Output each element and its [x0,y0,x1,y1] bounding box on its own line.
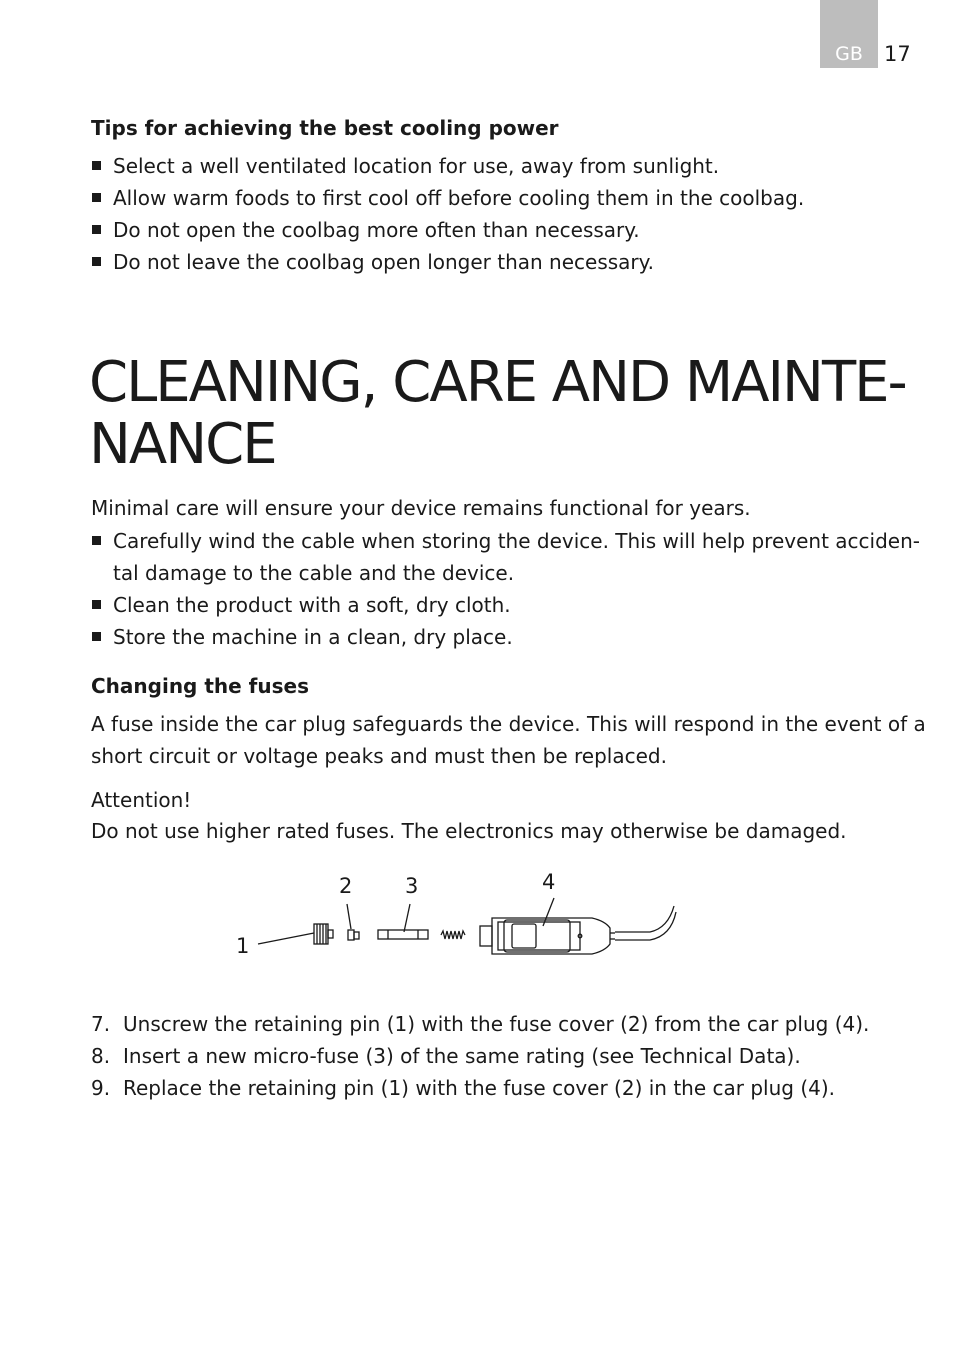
label-fuse-cover: 2 [339,874,353,898]
page-number: 17 [884,42,911,66]
list-item [91,1040,869,1072]
section-title-line2: NANCE [89,412,276,477]
step-text: Insert a new micro-fuse (3) of the same rating (see Technical Data). [123,1044,801,1068]
fuse-cover-icon [348,930,359,940]
step-number: 8. [91,1044,111,1068]
list-item: Select a well ventilated location for use, away from sunlight. [91,150,804,182]
fuses-heading: Changing the fuses [91,674,309,698]
step-text: Unscrew the retaining pin (1) with the fuse cover (2) from the car plug (4). [123,1012,870,1036]
fuse-diagram-drawing [230,866,680,976]
cleaning-intro: Minimal care will ensure your device remains functional for years. [91,496,751,520]
list-item [91,525,920,589]
section-title [89,352,906,476]
fuses-intro-line2: short circuit or voltage peaks and must then be replaced. [91,744,667,768]
car-plug-icon [480,918,615,954]
label-retaining-pin: 1 [236,934,250,958]
step-number: 7. [91,1012,111,1036]
cleaning-list [91,525,920,653]
label-car-plug: 4 [542,870,556,894]
section-title-line1: CLEANING, CARE AND MAINTE- [89,350,906,415]
leader-line-3 [404,904,410,932]
fuses-intro [91,708,926,772]
list-item-line1: Carefully wind the cable when storing the device. This will help prevent acciden- [113,529,920,553]
leader-line-2 [347,904,351,929]
step-text: Replace the retaining pin (1) with the fuse cover (2) in the car plug (4). [123,1076,836,1100]
warning-text: Do not use higher rated fuses. The electronics may otherwise be damaged. [91,819,847,843]
list-item: Clean the product with a soft, dry cloth. [91,589,920,621]
attention-label: Attention! [91,788,192,812]
list-item: Do not leave the coolbag open longer than necessary. [91,246,804,278]
list-item [91,1008,869,1040]
leader-line-1 [258,933,314,944]
step-number: 9. [91,1076,111,1100]
steps-list [91,1008,869,1104]
list-item-line2: tal damage to the cable and the device. [113,561,515,585]
list-item: Do not open the coolbag more often than necessary. [91,214,804,246]
retaining-pin-icon [314,924,333,944]
spring-icon [441,931,465,939]
fuse-diagram [230,866,680,976]
tips-heading: Tips for achieving the best cooling power [91,116,559,140]
fuses-intro-line1: A fuse inside the car plug safeguards the device. This will respond in the event of a [91,712,926,736]
label-micro-fuse: 3 [405,874,419,898]
cable-icon [615,906,676,940]
language-tab: GB [820,0,878,68]
tips-list [91,150,804,278]
list-item: Allow warm foods to first cool off before cooling them in the coolbag. [91,182,804,214]
list-item: Store the machine in a clean, dry place. [91,621,920,653]
list-item [91,1072,869,1104]
micro-fuse-icon [378,930,428,939]
